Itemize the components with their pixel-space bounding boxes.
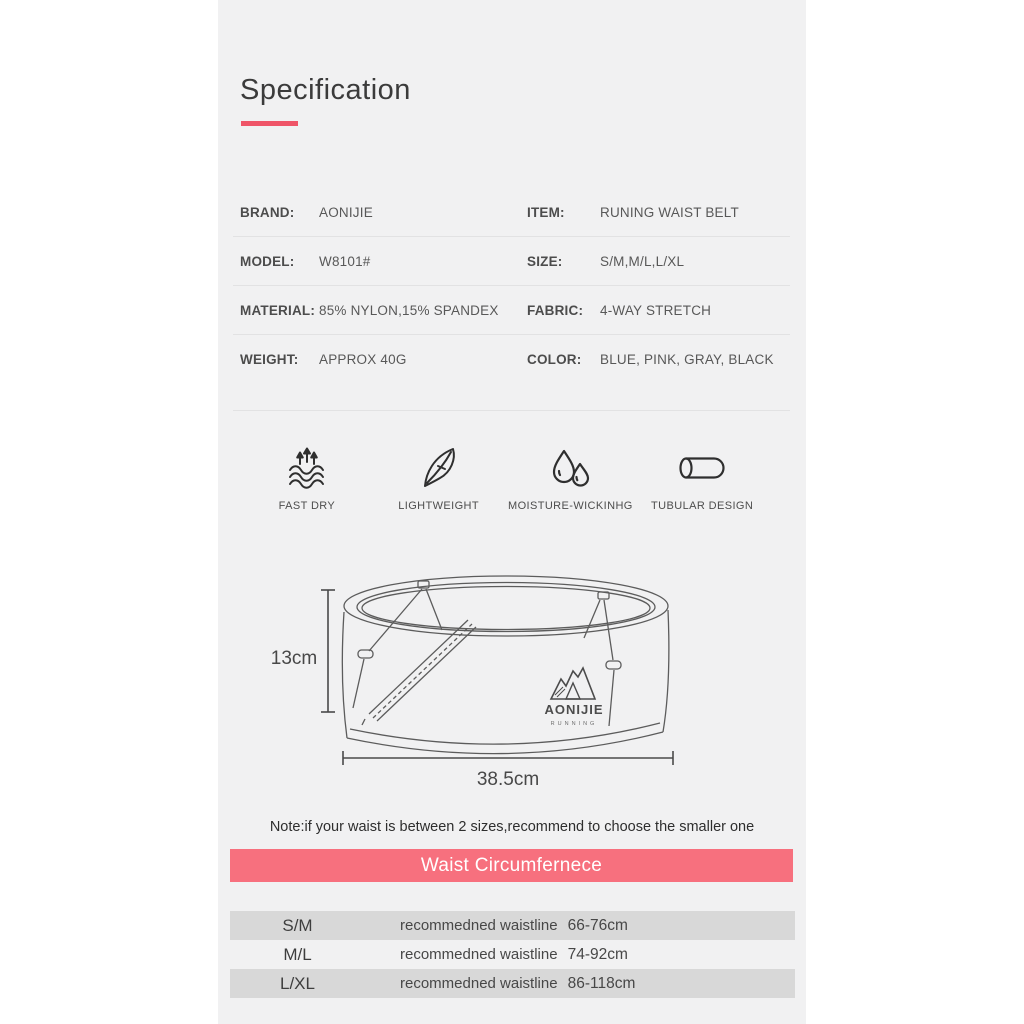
spec-label: MATERIAL: xyxy=(240,302,316,318)
spec-table xyxy=(233,188,790,384)
spec-value: S/M,M/L,L/XL xyxy=(600,253,685,269)
feature-tubular-design xyxy=(636,441,768,512)
size-row-label: recommedned waistline xyxy=(400,946,558,963)
waist-belt-drawing xyxy=(246,568,696,803)
feature-label: TUBULAR DESIGN xyxy=(651,500,754,512)
page-title: Specification xyxy=(240,74,411,106)
spec-label: WEIGHT: xyxy=(240,352,299,367)
size-row-label: recommedned waistline xyxy=(400,975,558,992)
spec-table-divider xyxy=(233,410,790,411)
product-dimension-diagram xyxy=(246,568,696,803)
title-accent-bar xyxy=(241,121,298,126)
size-name: M/L xyxy=(283,944,312,964)
height-dimension-line xyxy=(321,590,335,712)
spec-value: APPROX 40G xyxy=(319,352,407,367)
aonijie-logo xyxy=(544,668,603,727)
height-dimension-label: 13cm xyxy=(270,648,318,669)
spec-row-material-fabric xyxy=(233,286,790,335)
size-row-sm xyxy=(230,911,795,940)
size-row-lxl xyxy=(230,969,795,998)
size-row-value: 86-118cm xyxy=(567,974,636,992)
water-drops-icon xyxy=(547,441,593,491)
size-row-ml xyxy=(230,940,795,969)
spec-row-weight-color xyxy=(233,335,790,384)
tube-icon xyxy=(676,441,728,491)
spec-value: BLUE, PINK, GRAY, BLACK xyxy=(600,352,774,367)
feature-label: FAST DRY xyxy=(278,500,336,512)
sizing-note: Note:if your waist is between 2 sizes,recommend to choose the smaller one xyxy=(269,819,755,835)
spec-label: SIZE: xyxy=(527,253,563,269)
spec-value: 4-WAY STRETCH xyxy=(600,302,712,318)
size-table xyxy=(230,911,795,998)
size-row-value: 66-76cm xyxy=(567,916,628,934)
spec-row-brand-item xyxy=(233,188,790,237)
logo-sub-text: RUNNING xyxy=(550,721,598,727)
spec-label: COLOR: xyxy=(527,352,582,367)
spec-row-model-size xyxy=(233,237,790,286)
waist-circumference-banner: Waist Circumfernece xyxy=(230,849,793,882)
feature-icons-row xyxy=(241,441,768,512)
content-column xyxy=(218,0,806,1024)
size-row-value: 74-92cm xyxy=(567,945,628,963)
feature-moisture-wicking xyxy=(505,441,637,512)
size-name: L/XL xyxy=(280,973,315,993)
spec-label: FABRIC: xyxy=(527,302,584,318)
spec-label: ITEM: xyxy=(527,204,565,220)
spec-value: RUNING WAIST BELT xyxy=(600,204,739,220)
spec-label: BRAND: xyxy=(240,204,295,220)
feature-label: MOISTURE-WICKINHG xyxy=(508,500,633,512)
logo-name-text: AONIJIE xyxy=(544,702,604,717)
feature-label: LIGHTWEIGHT xyxy=(398,500,480,512)
spec-value: 85% NYLON,15% SPANDEX xyxy=(319,302,499,318)
spec-label: MODEL: xyxy=(240,253,295,269)
width-dimension-label: 38.5cm xyxy=(476,769,540,790)
spec-value: W8101# xyxy=(319,253,371,269)
size-row-label: recommedned waistline xyxy=(400,917,558,934)
fast-dry-icon xyxy=(284,441,330,491)
feather-icon xyxy=(416,441,462,491)
feature-fast-dry xyxy=(241,441,373,512)
size-name: S/M xyxy=(282,915,313,935)
spec-value: AONIJIE xyxy=(319,204,373,220)
feature-lightweight xyxy=(373,441,505,512)
